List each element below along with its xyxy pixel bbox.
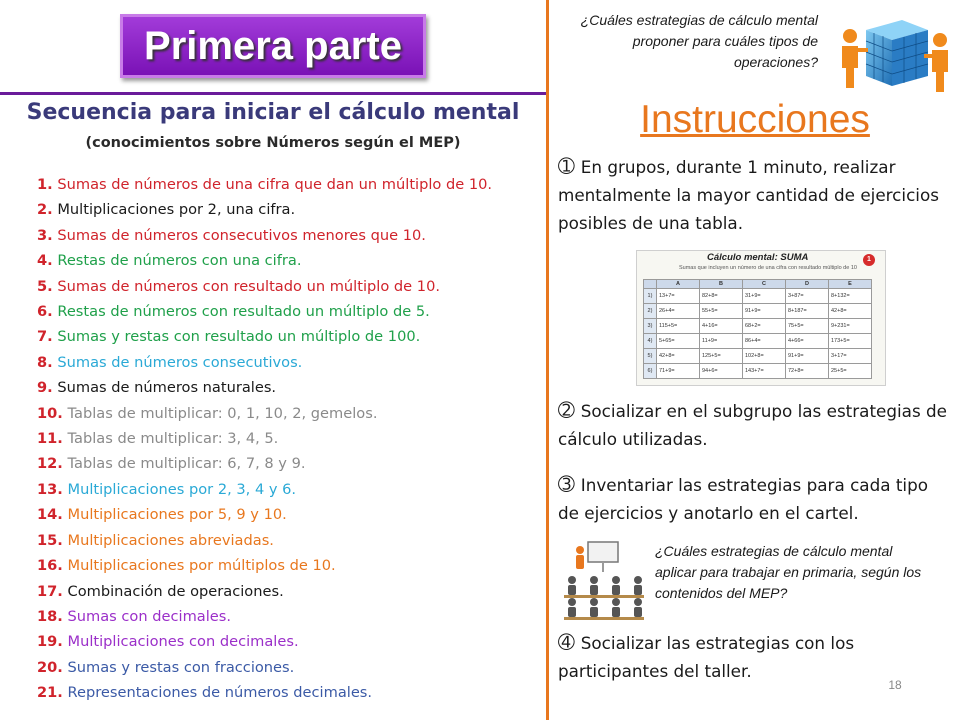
worksheet-cell: 13+7= <box>657 289 700 304</box>
desks <box>564 595 644 620</box>
section-banner <box>120 14 426 78</box>
sequence-item-number: 7. <box>37 328 53 346</box>
sequence-item <box>37 299 547 324</box>
sequence-item-number: 17. <box>37 582 63 600</box>
worksheet-cell: 125+5= <box>700 349 743 364</box>
worksheet-cell: 91+9= <box>743 304 786 319</box>
sequence-item-number: 8. <box>37 353 53 371</box>
instructions-title: Instrucciones <box>640 98 870 141</box>
worksheet-corner-cell <box>644 280 657 289</box>
banner-title: Primera parte <box>144 23 402 68</box>
sequence-item-number: 10. <box>37 404 63 422</box>
worksheet-row-number: 2) <box>644 304 657 319</box>
worksheet-row-number: 3) <box>644 319 657 334</box>
worksheet-cell: 68+2= <box>743 319 786 334</box>
sequence-item <box>37 477 547 502</box>
sequence-item-number: 14. <box>37 506 63 524</box>
sequence-item-number: 16. <box>37 557 63 575</box>
sequence-item-number: 13. <box>37 480 63 498</box>
sequence-item-number: 20. <box>37 658 63 676</box>
question-top: ¿Cuáles estrategias de cálculo mental proponer para cuáles tipos de operaciones? <box>580 12 818 70</box>
worksheet-cell: 8+187= <box>786 304 829 319</box>
circled-two-icon: ➁ <box>558 398 575 422</box>
worksheet-cell: 82+8= <box>700 289 743 304</box>
worksheet-row <box>644 289 872 304</box>
worksheet-table <box>643 279 872 379</box>
sequence-heading: Secuencia para iniciar el cálculo mental <box>26 100 520 125</box>
worksheet-cell: 102+8= <box>743 349 786 364</box>
worksheet-cell: 4+16= <box>700 319 743 334</box>
sequence-item-text: Tablas de multiplicar: 6, 7, 8 y 9. <box>62 455 306 473</box>
worksheet-header-row <box>644 280 872 289</box>
sequence-item <box>37 375 547 400</box>
sequence-item <box>37 502 547 527</box>
worksheet-row <box>644 334 872 349</box>
worksheet-cell: 143+7= <box>743 364 786 379</box>
worksheet-row <box>644 349 872 364</box>
sequence-item-number: 5. <box>37 277 53 295</box>
sequence-item <box>37 223 547 248</box>
sequence-item-number: 9. <box>37 379 53 397</box>
sequence-item-text: Sumas de números de una cifra que dan un múltiplo de 10. <box>52 176 493 193</box>
sequence-item <box>37 197 547 222</box>
sequence-item-number: 12. <box>37 455 63 473</box>
sequence-item-text: Sumas de números consecutivos. <box>52 353 303 371</box>
step-text: Socializar en el subgrupo las estrategias de cálculo utilizadas. <box>558 401 948 449</box>
sequence-item-number: 4. <box>37 252 53 270</box>
sequence-item-number: 18. <box>37 607 63 625</box>
worksheet-cell: 3+87= <box>786 289 829 304</box>
sequence-item <box>37 604 547 629</box>
sequence-item-number: 2. <box>37 201 53 219</box>
worksheet-cell: 9+231= <box>829 319 872 334</box>
sequence-item-number: 15. <box>37 531 63 549</box>
worksheet-thumbnail <box>636 250 886 386</box>
sequence-item <box>37 172 547 197</box>
sequence-item-text: Tablas de multiplicar: 3, 4, 5. <box>62 430 279 448</box>
sequence-item-number: 21. <box>37 684 63 702</box>
worksheet-row <box>644 364 872 379</box>
sequence-item-text: Sumas y restas con fracciones. <box>62 658 295 676</box>
worksheet-row <box>644 304 872 319</box>
step-text: Socializar las estrategias con los participantes del taller. <box>558 633 855 681</box>
sequence-item <box>37 426 547 451</box>
worksheet-cell: 94+6= <box>700 364 743 379</box>
sequence-item <box>37 680 547 705</box>
worksheet-cell: 8+132= <box>829 289 872 304</box>
presentation-board <box>588 542 618 572</box>
worksheet-row-number: 1) <box>644 289 657 304</box>
worksheet-cell: 72+8= <box>786 364 829 379</box>
sequence-item-text: Multiplicaciones por múltiplos de 10. <box>62 557 336 575</box>
circled-four-icon: ➃ <box>558 630 575 654</box>
worksheet-column-header: A <box>657 280 700 289</box>
worksheet-cell: 42+8= <box>657 349 700 364</box>
sequence-item <box>37 248 547 273</box>
sequence-item-text: Representaciones de números decimales. <box>62 684 373 702</box>
sequence-item-text: Multiplicaciones por 2, una cifra. <box>52 201 296 219</box>
worksheet-cell: 26+4= <box>657 304 700 319</box>
sequence-item <box>37 579 547 604</box>
worksheet-cell: 115+5= <box>657 319 700 334</box>
sequence-item-text: Tablas de multiplicar: 0, 1, 10, 2, gemelos. <box>62 404 378 422</box>
worksheet-cell: 4+66= <box>786 334 829 349</box>
worksheet-cell: 42+8= <box>829 304 872 319</box>
worksheet-title: Cálculo mental: SUMA <box>707 252 809 263</box>
worksheet-row-number: 4) <box>644 334 657 349</box>
worksheet-column-header: B <box>700 280 743 289</box>
instruction-step-4 <box>558 628 953 685</box>
classroom-illustration <box>560 540 648 620</box>
sequence-item-text: Multiplicaciones con decimales. <box>62 633 299 651</box>
sequence-subheading: (conocimientos sobre Números según el MEP) <box>85 135 461 151</box>
sequence-item <box>37 324 547 349</box>
sequence-item-text: Restas de números con resultado un múltiplo de 5. <box>52 303 430 321</box>
worksheet-cell: 3+17= <box>829 349 872 364</box>
sequence-item <box>37 629 547 654</box>
sequence-item-text: Restas de números con una cifra. <box>52 252 302 270</box>
sequence-item-text: Sumas de números naturales. <box>52 379 277 397</box>
circled-one-icon: ➀ <box>558 154 575 178</box>
sequence-item-text: Multiplicaciones abreviadas. <box>62 531 274 549</box>
worksheet-column-header: D <box>786 280 829 289</box>
worksheet-cell: 31+9= <box>743 289 786 304</box>
worksheet-column-header: C <box>743 280 786 289</box>
sequence-item-text: Multiplicaciones por 2, 3, 4 y 6. <box>62 480 297 498</box>
sequence-item <box>37 451 547 476</box>
sequence-item-text: Sumas con decimales. <box>62 607 232 625</box>
sequence-item <box>37 655 547 680</box>
question-bottom: ¿Cuáles estrategias de cálculo mental aplicar para trabajar en primaria, según los contenidos del MEP? <box>655 543 922 601</box>
sequence-item-number: 19. <box>37 633 63 651</box>
sequence-item <box>37 401 547 426</box>
sequence-item <box>37 528 547 553</box>
worksheet-cell: 55+5= <box>700 304 743 319</box>
presenter-figure <box>576 546 584 569</box>
worksheet-cell: 71+9= <box>657 364 700 379</box>
page-number: 18 <box>888 678 902 692</box>
instruction-step-3 <box>558 470 953 527</box>
sequence-item-number: 6. <box>37 303 53 321</box>
worksheet-row <box>644 319 872 334</box>
sequence-item-number: 11. <box>37 430 63 448</box>
sequence-item-text: Sumas de números con resultado un múltiplo de 10. <box>52 277 440 295</box>
step-text: En grupos, durante 1 minuto, realizar mentalmente la mayor cantidad de ejercicios posibles de una tabla. <box>558 157 939 233</box>
worksheet-cell: 86+4= <box>743 334 786 349</box>
sequence-item-text: Sumas de números consecutivos menores que 10. <box>52 226 426 244</box>
worksheet-cell: 5+65= <box>657 334 700 349</box>
sequence-item-text: Sumas y restas con resultado un múltiplo de 100. <box>52 328 421 346</box>
sequence-item-text: Combinación de operaciones. <box>62 582 284 600</box>
worksheet-row-number: 5) <box>644 349 657 364</box>
horizontal-divider <box>0 92 546 95</box>
sequence-item <box>37 350 547 375</box>
worksheet-subtitle: Sumas que incluyen un número de una cifra con resultado múltiplo de 10 <box>679 265 857 271</box>
cube-builders-illustration <box>832 8 954 98</box>
sequence-item <box>37 274 547 299</box>
orange-figure-left <box>842 29 868 88</box>
sequence-list <box>37 172 547 706</box>
worksheet-column-header: E <box>829 280 872 289</box>
worksheet-cell: 11+9= <box>700 334 743 349</box>
sequence-item <box>37 553 547 578</box>
step-text: Inventariar las estrategias para cada tipo de ejercicios y anotarlo en el cartel. <box>558 475 929 523</box>
worksheet-row-number: 6) <box>644 364 657 379</box>
worksheet-cell: 91+9= <box>786 349 829 364</box>
worksheet-cell: 173+5= <box>829 334 872 349</box>
worksheet-cell: 75+5= <box>786 319 829 334</box>
sequence-item-text: Multiplicaciones por 5, 9 y 10. <box>62 506 287 524</box>
blue-cube-block <box>866 20 928 86</box>
circled-three-icon: ➂ <box>558 472 575 496</box>
instruction-step-1 <box>558 152 953 237</box>
sequence-item-number: 1. <box>37 176 53 193</box>
sequence-item-number: 3. <box>37 226 53 244</box>
instruction-step-2 <box>558 396 953 453</box>
worksheet-badge: 1 <box>863 254 875 266</box>
worksheet-cell: 25+5= <box>829 364 872 379</box>
